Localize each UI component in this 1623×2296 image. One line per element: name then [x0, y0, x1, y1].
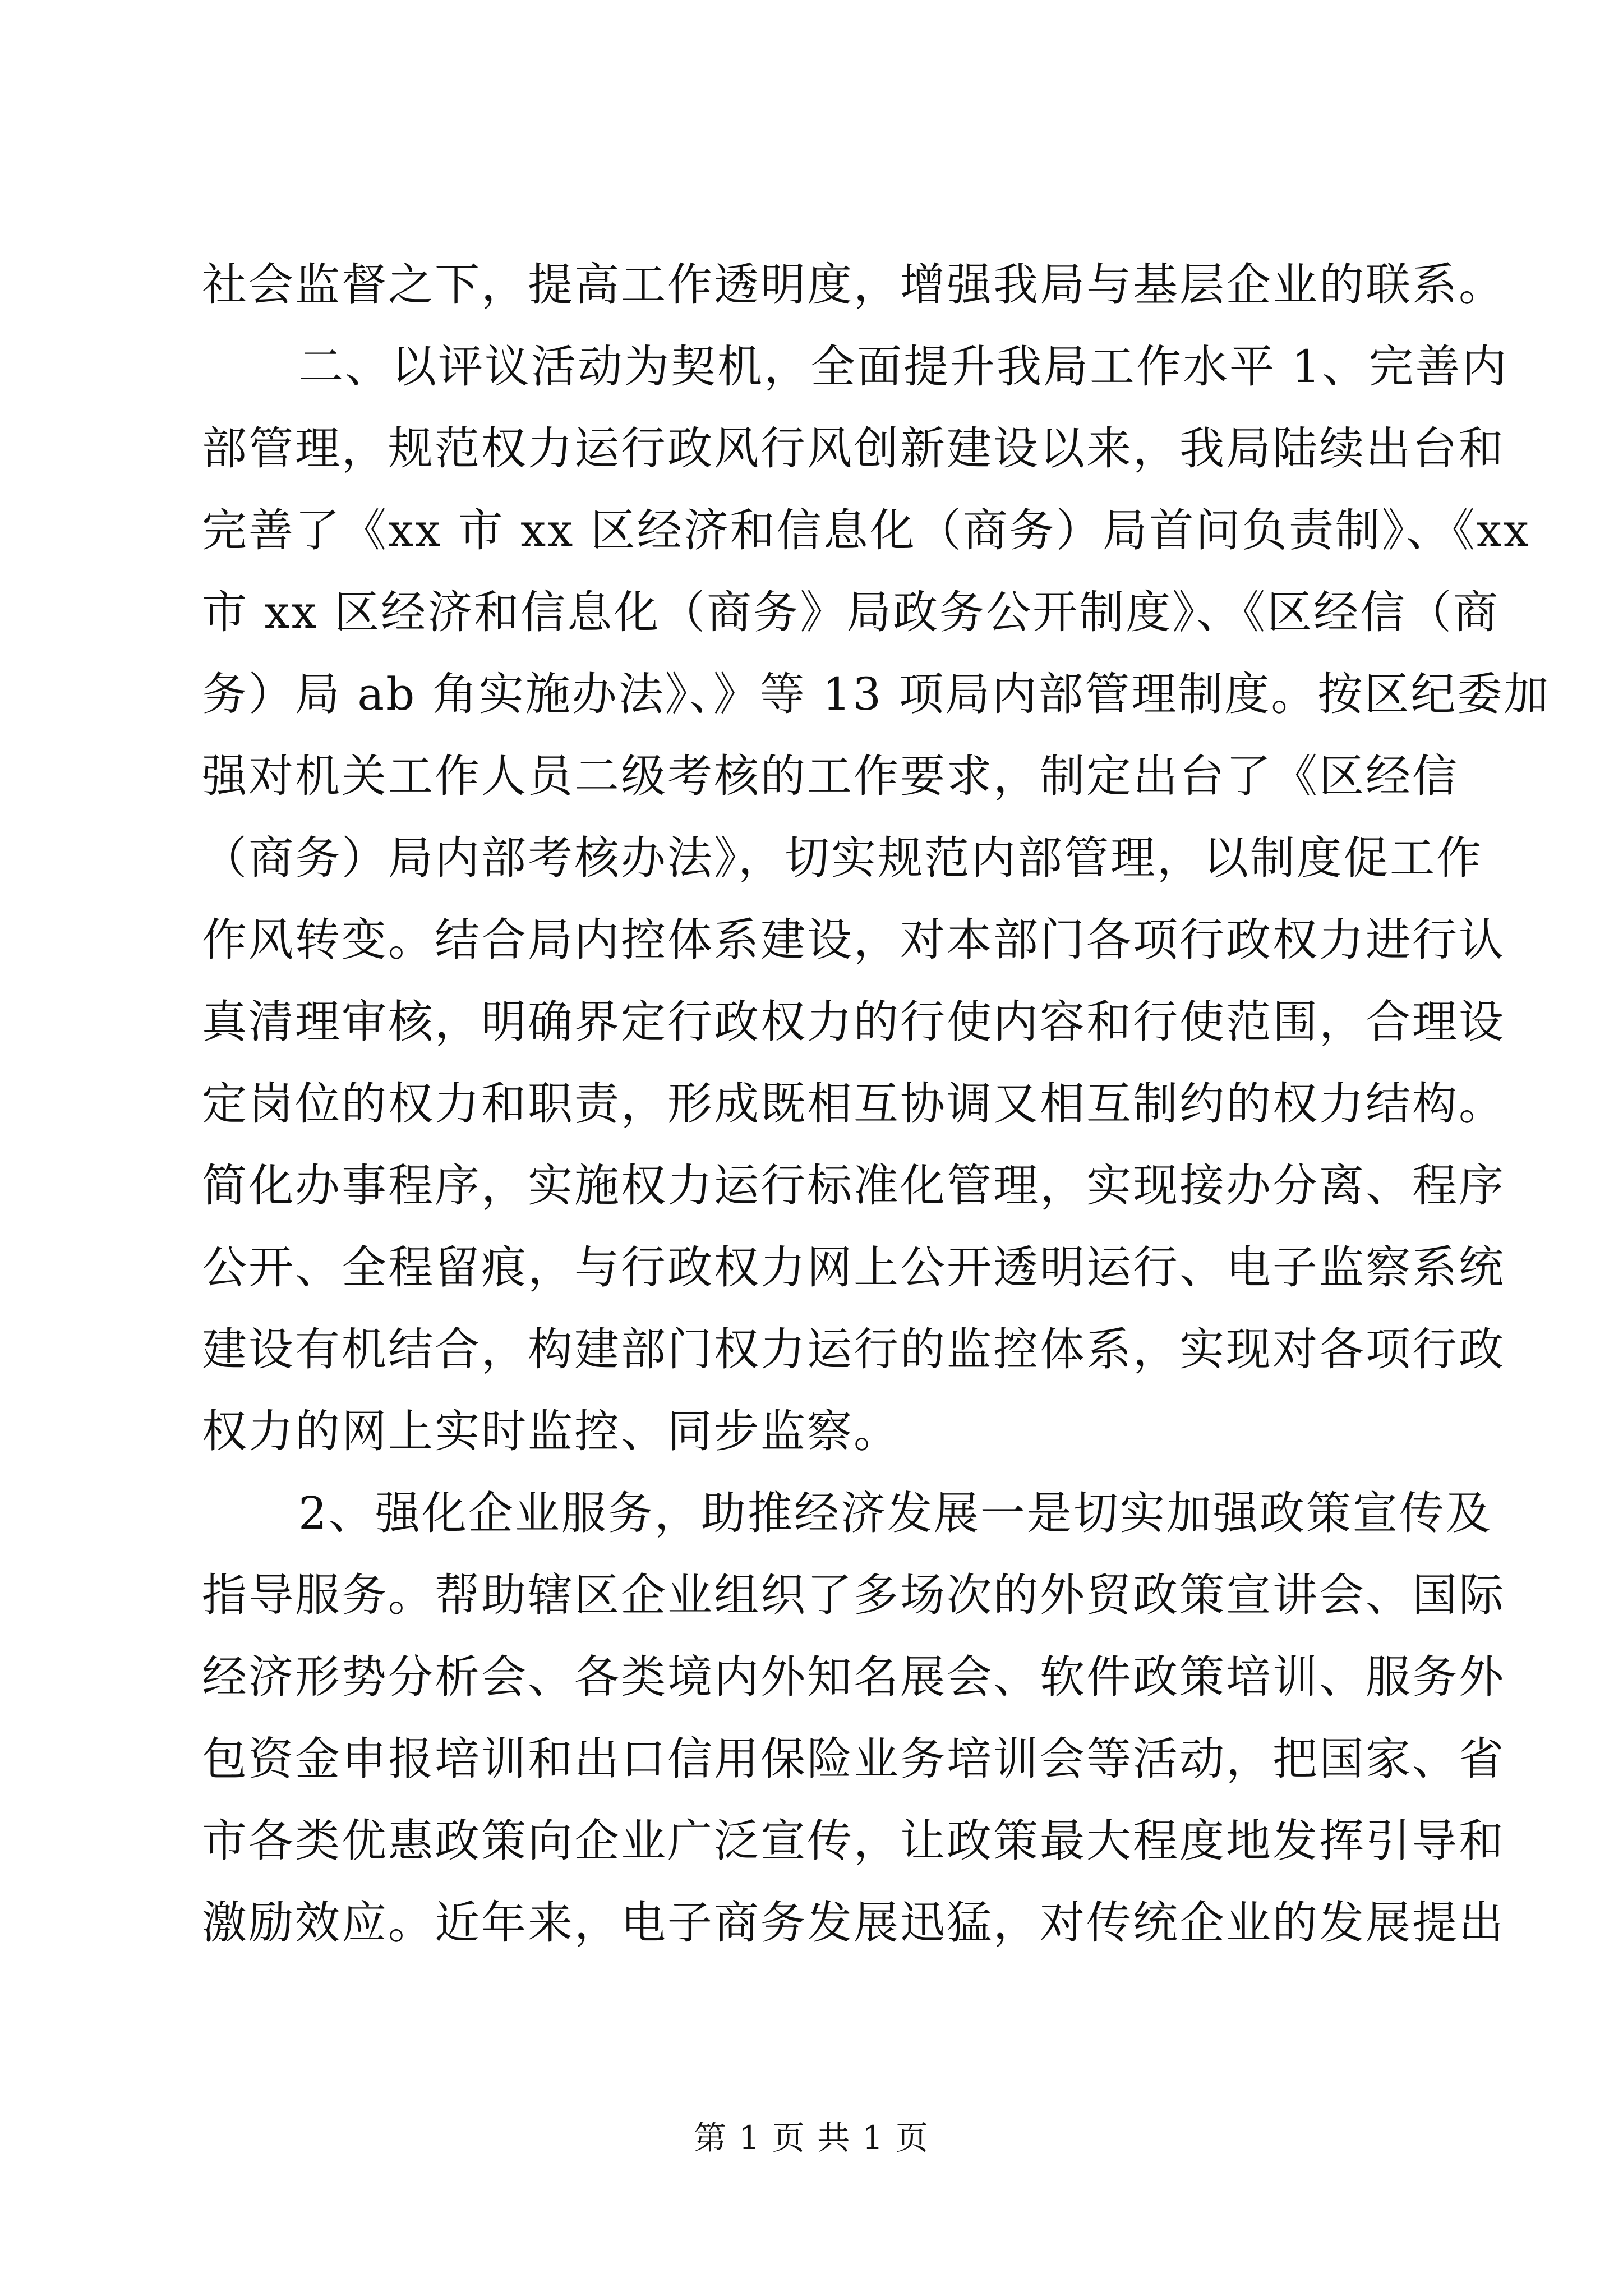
- text-line-21: 激励效应。近年来，电子商务发展迅猛，对传统企业的发展提出: [202, 1897, 1505, 1949]
- text-line-20: 市各类优惠政策向企业广泛宣传，让政策最大程度地发挥引导和: [202, 1815, 1505, 1867]
- text-line-9: 作风转变。结合局内控体系建设，对本部门各项行政权力进行认: [202, 914, 1505, 966]
- text-line-18: 经济形势分析会、各类境内外知名展会、软件政策培训、服务外: [202, 1651, 1505, 1703]
- text-line-10: 真清理审核，明确界定行政权力的行使内容和行使范围，合理设: [202, 996, 1505, 1048]
- text-line-17: 指导服务。帮助辖区企业组织了多场次的外贸政策宣讲会、国际: [202, 1569, 1505, 1621]
- text-line-5: 市 xx 区经济和信息化（商务》局政务公开制度》、《区经信（商: [202, 586, 1500, 638]
- text-line-12: 简化办事程序，实施权力运行标准化管理，实现接办分离、程序: [202, 1159, 1505, 1212]
- body-text: [202, 244, 1551, 1964]
- text-line-14: 建设有机结合，构建部门权力运行的监控体系，实现对各项行政: [202, 1323, 1505, 1375]
- text-line-1: 社会监督之下，提高工作透明度，增强我局与基层企业的联系。: [202, 259, 1505, 311]
- text-line-7: 强对机关工作人员二级考核的工作要求，制定出台了《区经信: [202, 750, 1459, 802]
- text-line-8: （商务）局内部考核办法》，切实规范内部管理，以制度促工作: [202, 832, 1483, 884]
- page-footer: 第 1 页 共 1 页: [694, 2119, 929, 2157]
- text-line-15: 权力的网上实时监控、同步监察。: [202, 1405, 900, 1457]
- text-line-19: 包资金申报培训和出口信用保险业务培训会等活动，把国家、省: [202, 1733, 1505, 1785]
- text-line-2: 二、以评议活动为契机，全面提升我局工作水平 1、完善内: [298, 341, 1509, 393]
- text-line-16: 2、强化企业服务，助推经济发展一是切实加强政策宣传及: [298, 1487, 1492, 1539]
- text-line-4: 完善了《xx 市 xx 区经济和信息化（商务）局首问负责制》、《xx: [202, 504, 1530, 556]
- text-line-6: 务）局 ab 角实施办法》、》等 13 项局内部管理制度。按区纪委加: [202, 668, 1551, 720]
- text-line-13: 公开、全程留痕，与行政权力网上公开透明运行、电子监察系统: [202, 1241, 1505, 1294]
- text-line-11: 定岗位的权力和职责，形成既相互协调又相互制约的权力结构。: [202, 1078, 1505, 1130]
- text-line-3: 部管理，规范权力运行政风行风创新建设以来，我局陆续出台和: [202, 422, 1505, 475]
